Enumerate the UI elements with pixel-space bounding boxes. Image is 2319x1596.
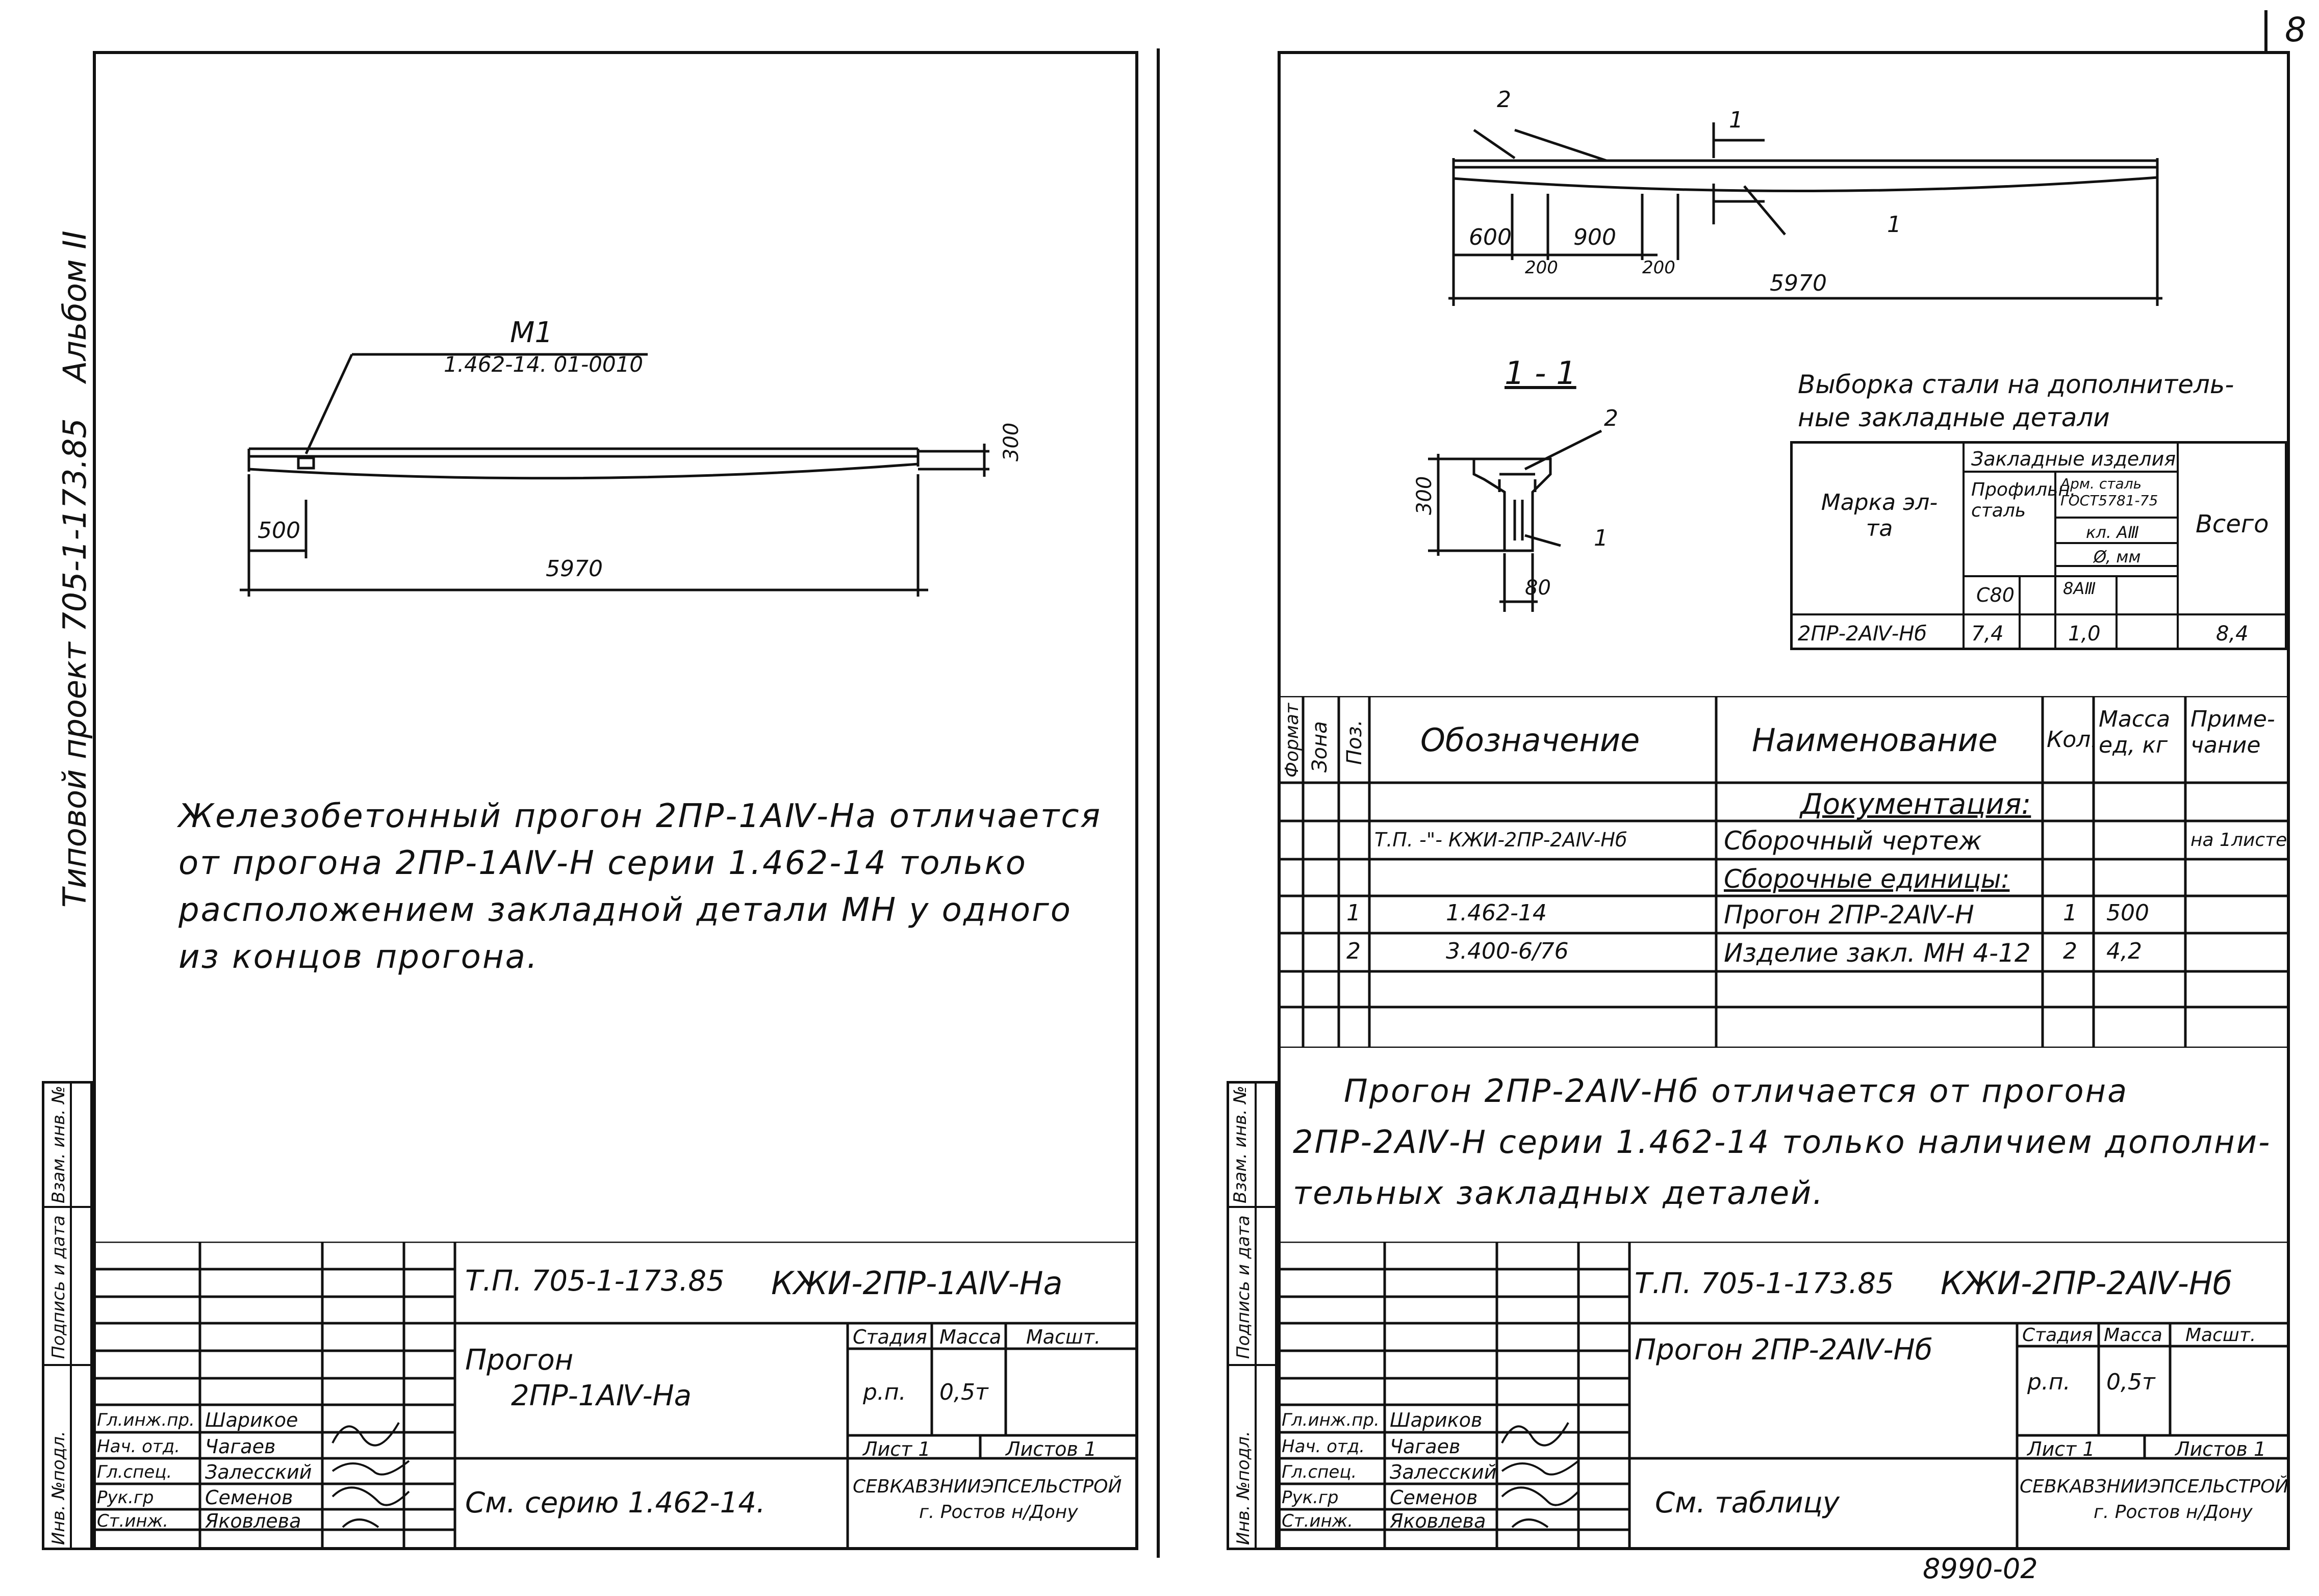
right-name-1: Шариков	[1390, 1409, 1483, 1431]
steel-h-c80: С80	[1976, 584, 2015, 606]
spec-r1-name: Прогон 2ПР-2АⅣ-Н	[1724, 900, 1974, 930]
spec-r1-desig: 1.462-14	[1446, 900, 1547, 926]
spec-r2-desig: 3.400-6/76	[1446, 938, 1569, 964]
left-tb-org: СЕВКАВЗНИИЭПСЕЛЬСТРОЙ	[853, 1476, 1122, 1497]
right-tb-sheets: Листов 1	[2175, 1438, 2266, 1460]
spec-h-name: Наименование	[1752, 722, 1998, 759]
right-note	[1293, 1066, 2271, 1219]
right-dim-900: 900	[1573, 224, 1616, 250]
spec-h-zone: Зона	[1308, 721, 1332, 773]
left-name-1: Шарикое	[205, 1409, 298, 1431]
right-tb-city: г. Ростов н/Дону	[2094, 1502, 2253, 1523]
left-tb-stage: р.п.	[863, 1379, 906, 1405]
spec-r2-name: Изделие закл. МН 4-12	[1724, 938, 2031, 968]
bottom-code: 8990-02	[1923, 1553, 2038, 1585]
right-dim-600: 600	[1469, 224, 1512, 250]
left-note-line-1: Железобетонный прогон 2ПР-1АⅣ-На отличается	[179, 797, 1102, 835]
right-tb-ref: См. таблицу	[1655, 1486, 1840, 1520]
right-role-5: Ст.инж.	[1282, 1511, 1354, 1531]
spec-h-pos: Поз.	[1343, 719, 1366, 765]
spec-h-format: Формат	[1282, 703, 1303, 778]
left-tb-name-2: 2ПР-1АⅣ-На	[511, 1379, 692, 1412]
right-tb-stage: р.п.	[2027, 1369, 2071, 1395]
section-label: 1 - 1	[1505, 354, 1576, 392]
right-mark-1: 1	[1887, 212, 1901, 238]
right-note-line-3: тельных закладных деталей.	[1293, 1174, 1824, 1212]
right-role-4: Рук.гр	[1282, 1487, 1339, 1508]
left-tb-stage-h: Стадия	[853, 1326, 927, 1348]
sheet-divider	[1157, 48, 1160, 1558]
steel-h-8a: 8АⅢ	[2063, 579, 2096, 598]
spec-r1-mass: 500	[2106, 900, 2149, 926]
steel-h-total: Всего	[2196, 510, 2269, 538]
right-note-line-2: 2ПР-2АⅣ-Н серии 1.462-14 только наличием дополни-	[1293, 1123, 2272, 1161]
spec-h-qty: Кол.	[2047, 727, 2098, 753]
left-note	[179, 793, 1102, 981]
right-role-3: Гл.спец.	[1282, 1462, 1357, 1482]
album-label: Альбом II	[56, 230, 93, 382]
spec-doc-name: Сборочный чертеж	[1724, 826, 1982, 856]
spec-sec-doc: Документация:	[1800, 788, 2031, 821]
left-tb-mass-h: Масса	[939, 1326, 1002, 1348]
right-tb-designation: Т.П. 705-1-173.85	[1635, 1267, 1894, 1300]
spec-h-desig: Обозначение	[1420, 722, 1640, 759]
right-stamp-inv: Инв. №подл.	[1233, 1431, 1254, 1545]
section-mark-1: 1	[1594, 525, 1608, 551]
left-name-2: Чагаев	[205, 1435, 276, 1458]
right-dim-5970: 5970	[1770, 270, 1827, 296]
right-mark-2: 2	[1497, 87, 1511, 113]
right-name-2: Чагаев	[1390, 1435, 1461, 1458]
steel-h-dia: Ø, мм	[2094, 547, 2141, 567]
left-name-5: Яковлева	[205, 1510, 301, 1532]
left-beam-drawing	[204, 286, 1071, 612]
left-tb-sheets: Листов 1	[1006, 1438, 1097, 1460]
left-role-5: Ст.инж.	[97, 1511, 169, 1531]
spec-doc-desig: Т.П. -"- КЖИ-2ПР-2АⅣ-Нб	[1374, 829, 1627, 851]
steel-h-arm: Арм. сталь ГОСТ5781-75	[2060, 475, 2158, 509]
left-tb-city: г. Ростов н/Дону	[919, 1502, 1078, 1523]
section-dim-80: 80	[1525, 576, 1551, 600]
steel-row-arm: 1,0	[2068, 622, 2101, 646]
spec-r2-mass: 4,2	[2106, 938, 2142, 964]
spec-h-mass: Масса ед, кг	[2099, 706, 2171, 758]
stamp-sign: Подпись и дата	[48, 1215, 69, 1359]
steel-h-class: кл. АⅢ	[2086, 523, 2139, 542]
spec-h-note: Приме-чание	[2190, 706, 2275, 758]
steel-h-mark: Марка эл-та	[1821, 490, 1938, 542]
left-role-3: Гл.спец.	[97, 1462, 172, 1482]
dim-5970: 5970	[546, 556, 603, 582]
right-dim-200b: 200	[1642, 258, 1675, 278]
steel-title-1: Выборка стали на дополнитель-	[1798, 370, 2234, 399]
left-role-1: Гл.инж.пр.	[97, 1410, 195, 1430]
right-tb-name: Прогон 2ПР-2АⅣ-Нб	[1635, 1333, 1933, 1367]
left-tb-name-1: Прогон	[465, 1344, 574, 1377]
right-note-line-1: Прогон 2ПР-2АⅣ-Нб отличается от прогона	[1344, 1072, 2129, 1110]
steel-h-group: Закладные изделия	[1971, 448, 2176, 470]
left-tb-scale-h: Масшт.	[1026, 1326, 1101, 1348]
left-margin-stamp	[42, 1081, 93, 1550]
right-tb-sheet: Лист 1	[2027, 1438, 2095, 1460]
left-tb-sheet: Лист 1	[863, 1438, 931, 1460]
right-tb-mass-h: Масса	[2104, 1325, 2162, 1346]
dim-300: 300	[1000, 422, 1023, 461]
left-role-4: Рук.гр	[97, 1487, 154, 1508]
page-number-box	[2264, 10, 2267, 51]
right-name-5: Яковлева	[1390, 1510, 1486, 1532]
section-mark-2: 2	[1604, 405, 1618, 431]
right-dim-200a: 200	[1525, 258, 1558, 278]
page-number: 8	[2285, 10, 2306, 49]
stamp-replace: Взам. инв. №	[48, 1086, 69, 1203]
left-tb-mass: 0,5т	[939, 1379, 988, 1405]
spec-r2-qty: 2	[2063, 938, 2077, 964]
right-stamp-sign: Подпись и дата	[1233, 1215, 1254, 1359]
stamp-inv: Инв. №подл.	[48, 1431, 69, 1545]
right-tb-mass: 0,5т	[2106, 1369, 2155, 1395]
left-name-4: Семенов	[205, 1486, 293, 1509]
left-note-line-4: из концов прогона.	[179, 938, 539, 976]
spec-doc-note: на 1листе	[2190, 830, 2287, 851]
left-tb-ref: См. серию 1.462-14.	[465, 1486, 766, 1520]
callout-code: 1.462-14. 01-0010	[444, 352, 644, 377]
spec-r1-pos: 1	[1346, 900, 1361, 926]
left-note-line-3: расположением закладной детали МН у одного	[179, 891, 1072, 929]
left-name-3: Залесский	[205, 1461, 312, 1483]
right-tb-scale-h: Масшт.	[2185, 1325, 2256, 1346]
left-tb-code: КЖИ-2ПР-1АⅣ-На	[771, 1265, 1063, 1302]
right-name-3: Залесский	[1390, 1461, 1497, 1483]
spec-table	[1278, 696, 2290, 1048]
steel-title-2: ные закладные детали	[1798, 403, 2110, 432]
spec-r2-pos: 2	[1346, 938, 1361, 964]
steel-h-prof: Профильн. сталь	[1971, 479, 2076, 521]
right-title-block	[1278, 1242, 2290, 1550]
right-tb-stage-h: Стадия	[2022, 1325, 2093, 1346]
right-beam-drawing	[1438, 92, 2254, 316]
project-label: Типовой проект 705-1-173.85	[56, 418, 93, 908]
left-tb-designation: Т.П. 705-1-173.85	[465, 1265, 725, 1298]
right-stamp-replace: Взам. инв. №	[1230, 1086, 1251, 1203]
right-cut-label: 1	[1729, 107, 1743, 133]
steel-table	[1790, 441, 2287, 650]
right-margin-stamp	[1227, 1081, 1278, 1550]
section-dim-300: 300	[1413, 476, 1436, 515]
left-note-line-2: от прогона 2ПР-1АⅣ-Н серии 1.462-14 только	[179, 844, 1027, 882]
steel-row-mark: 2ПР-2АⅣ-Нб	[1798, 622, 1927, 646]
right-role-1: Гл.инж.пр.	[1282, 1410, 1380, 1430]
steel-row-prof: 7,4	[1971, 622, 2004, 646]
spec-r1-qty: 1	[2063, 900, 2077, 926]
dim-500: 500	[258, 518, 300, 544]
right-role-2: Нач. отд.	[1282, 1436, 1365, 1457]
right-tb-code: КЖИ-2ПР-2АⅣ-Нб	[1941, 1265, 2232, 1302]
steel-row-total: 8,4	[2216, 622, 2249, 646]
left-role-2: Нач. отд.	[97, 1436, 181, 1457]
right-name-4: Семенов	[1390, 1486, 1478, 1509]
spec-sec-units: Сборочные единицы:	[1724, 864, 2010, 894]
left-title-block	[93, 1242, 1138, 1550]
callout-mark: М1	[510, 316, 553, 349]
right-tb-org: СЕВКАВЗНИИЭПСЕЛЬСТРОЙ	[2020, 1476, 2289, 1497]
